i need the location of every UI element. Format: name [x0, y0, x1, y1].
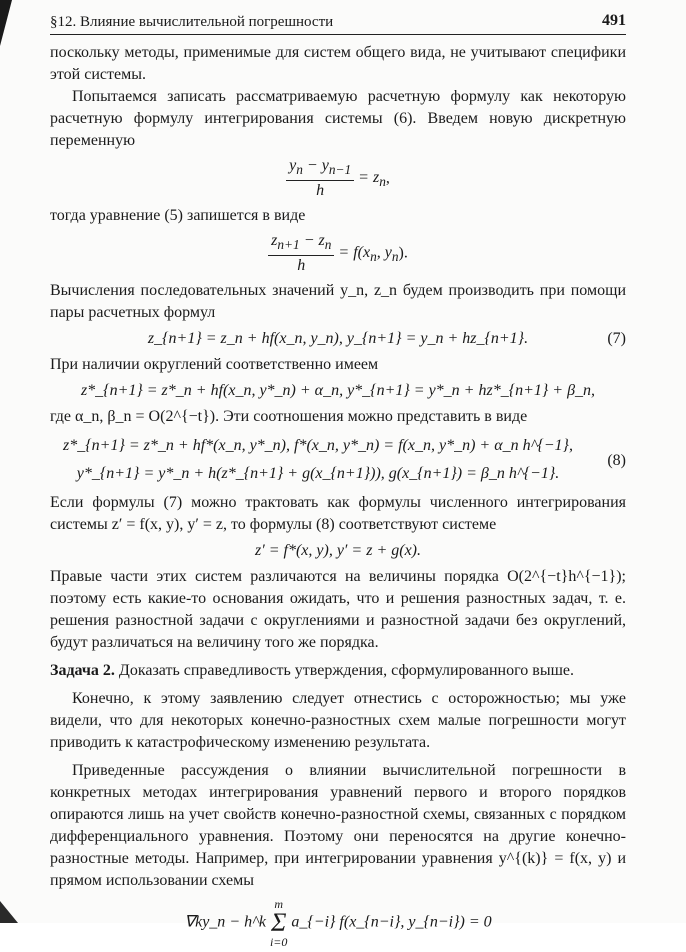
paragraph-3: тогда уравнение (5) запишется в виде [50, 207, 306, 225]
equation-system-8 [50, 432, 626, 488]
paragraph-7: Если формулы (7) можно трактовать как формулы численного интегрирования системы z′ = f(x, y), y′ = z, то формулы (8) соответствуют системе [50, 494, 626, 534]
paragraph-6: где α_n, β_n = O(2^{−t}). Эти соотношения можно представить в виде [50, 408, 528, 426]
paragraph-4: Вычисления последовательных значений y_n, z_n будем производить при помощи пары расчетных формул [50, 282, 626, 322]
paragraph-11: Приведенные рассуждения о влиянии вычислительной погрешности в конкретных методах интегрирования уравнений первого и второго порядков опираются лишь на учет свойств конечно-разностной схемы, связанных с порядком дифференциального уравнения. Поэтому они переносятся на другие конечно-разностные методы. Например, при интегрировании уравнения y^{(k)} = f(x, y) и прямом использовании схемы [50, 762, 626, 890]
scan-shadow-bottom [0, 901, 18, 923]
paragraph-1: поскольку методы, применимые для систем общего вида, не учитывают специфики этой системы. [50, 44, 626, 83]
equation-tag-7: (7) [607, 330, 626, 348]
paragraph-10: Конечно, к этому заявлению следует отнестись с осторожностью; мы уже видели, что для некоторых конечно-разностных схем малые погрешности могут приводить к катастрофическому изменению результата. [50, 690, 626, 752]
running-head [50, 12, 626, 35]
system-row-1: z*_{n+1} = z*_n + hf*(x_n, y*_n), f*(x_n, y*_n) = f(x_n, y*_n) + α_n h^{−1}, [63, 437, 573, 455]
eq2-fraction: $\frac{z_{n+1} - z_n}{h}$ [268, 231, 334, 276]
page-number: 491 [602, 12, 626, 29]
paragraph-2: Попытаемся записать рассматриваемую расчетную формулу как некоторую расчетную формулу интегрирования системы (6). Введем новую дискретную переменную [50, 88, 626, 149]
equation-1: $\frac{y_n - y_{n-1}}{h}$ = $z_n$, [50, 156, 626, 201]
equation-scheme: ∇ky_n − h^k m Σ i=0 a_{−i} f(x_{n−i}, y_{n−i}) = 0 [184, 897, 492, 950]
equation-2: $\frac{z_{n+1} - z_n}{h}$ = $f(x_n$, $y_n$). [50, 231, 626, 276]
paragraph-5: При наличии округлений соответственно имеем [50, 356, 379, 374]
system-row-2: y*_{n+1} = y*_n + h(z*_{n+1} + g(x_{n+1})), g(x_{n+1}) = β_n h^{−1}. [76, 465, 560, 483]
paragraph-8: Правые части этих систем различаются на величины порядка O(2^{−t}h^{−1}); поэтому есть какие-то основания ожидать, что и решения разностных задач, т. е. решения разностной задачи с округлениями и разностной задачи без округлений, будут различаться на величину того же порядка. [50, 568, 626, 652]
scan-shadow-top [0, 0, 12, 46]
eq1-fraction: $\frac{y_n - y_{n-1}}{h}$ [286, 156, 354, 201]
sum-symbol: m Σ i=0 [269, 897, 288, 950]
equation-7: z_{n+1} = z_n + hf(x_n, y_n), y_{n+1} = y_n + hz_{n+1}. (7) [50, 328, 626, 350]
problem-label: Задача 2. [50, 662, 115, 680]
section-title: §12. Влияние вычислительной погрешности [50, 14, 334, 30]
problem-2: Задача 2. Доказать справедливость утверждения, сформулированного выше. [50, 662, 574, 680]
equation-tag-8: (8) [607, 452, 626, 470]
equation-system-modified: z′ = f*(x, y), y′ = z + g(x). [254, 542, 421, 560]
equation-rounded: z*_{n+1} = z*_n + hf(x_n, y*_n) + α_n, y*_{n+1} = y*_n + hz*_{n+1} + β_n, [80, 382, 596, 400]
page-body [50, 42, 626, 952]
